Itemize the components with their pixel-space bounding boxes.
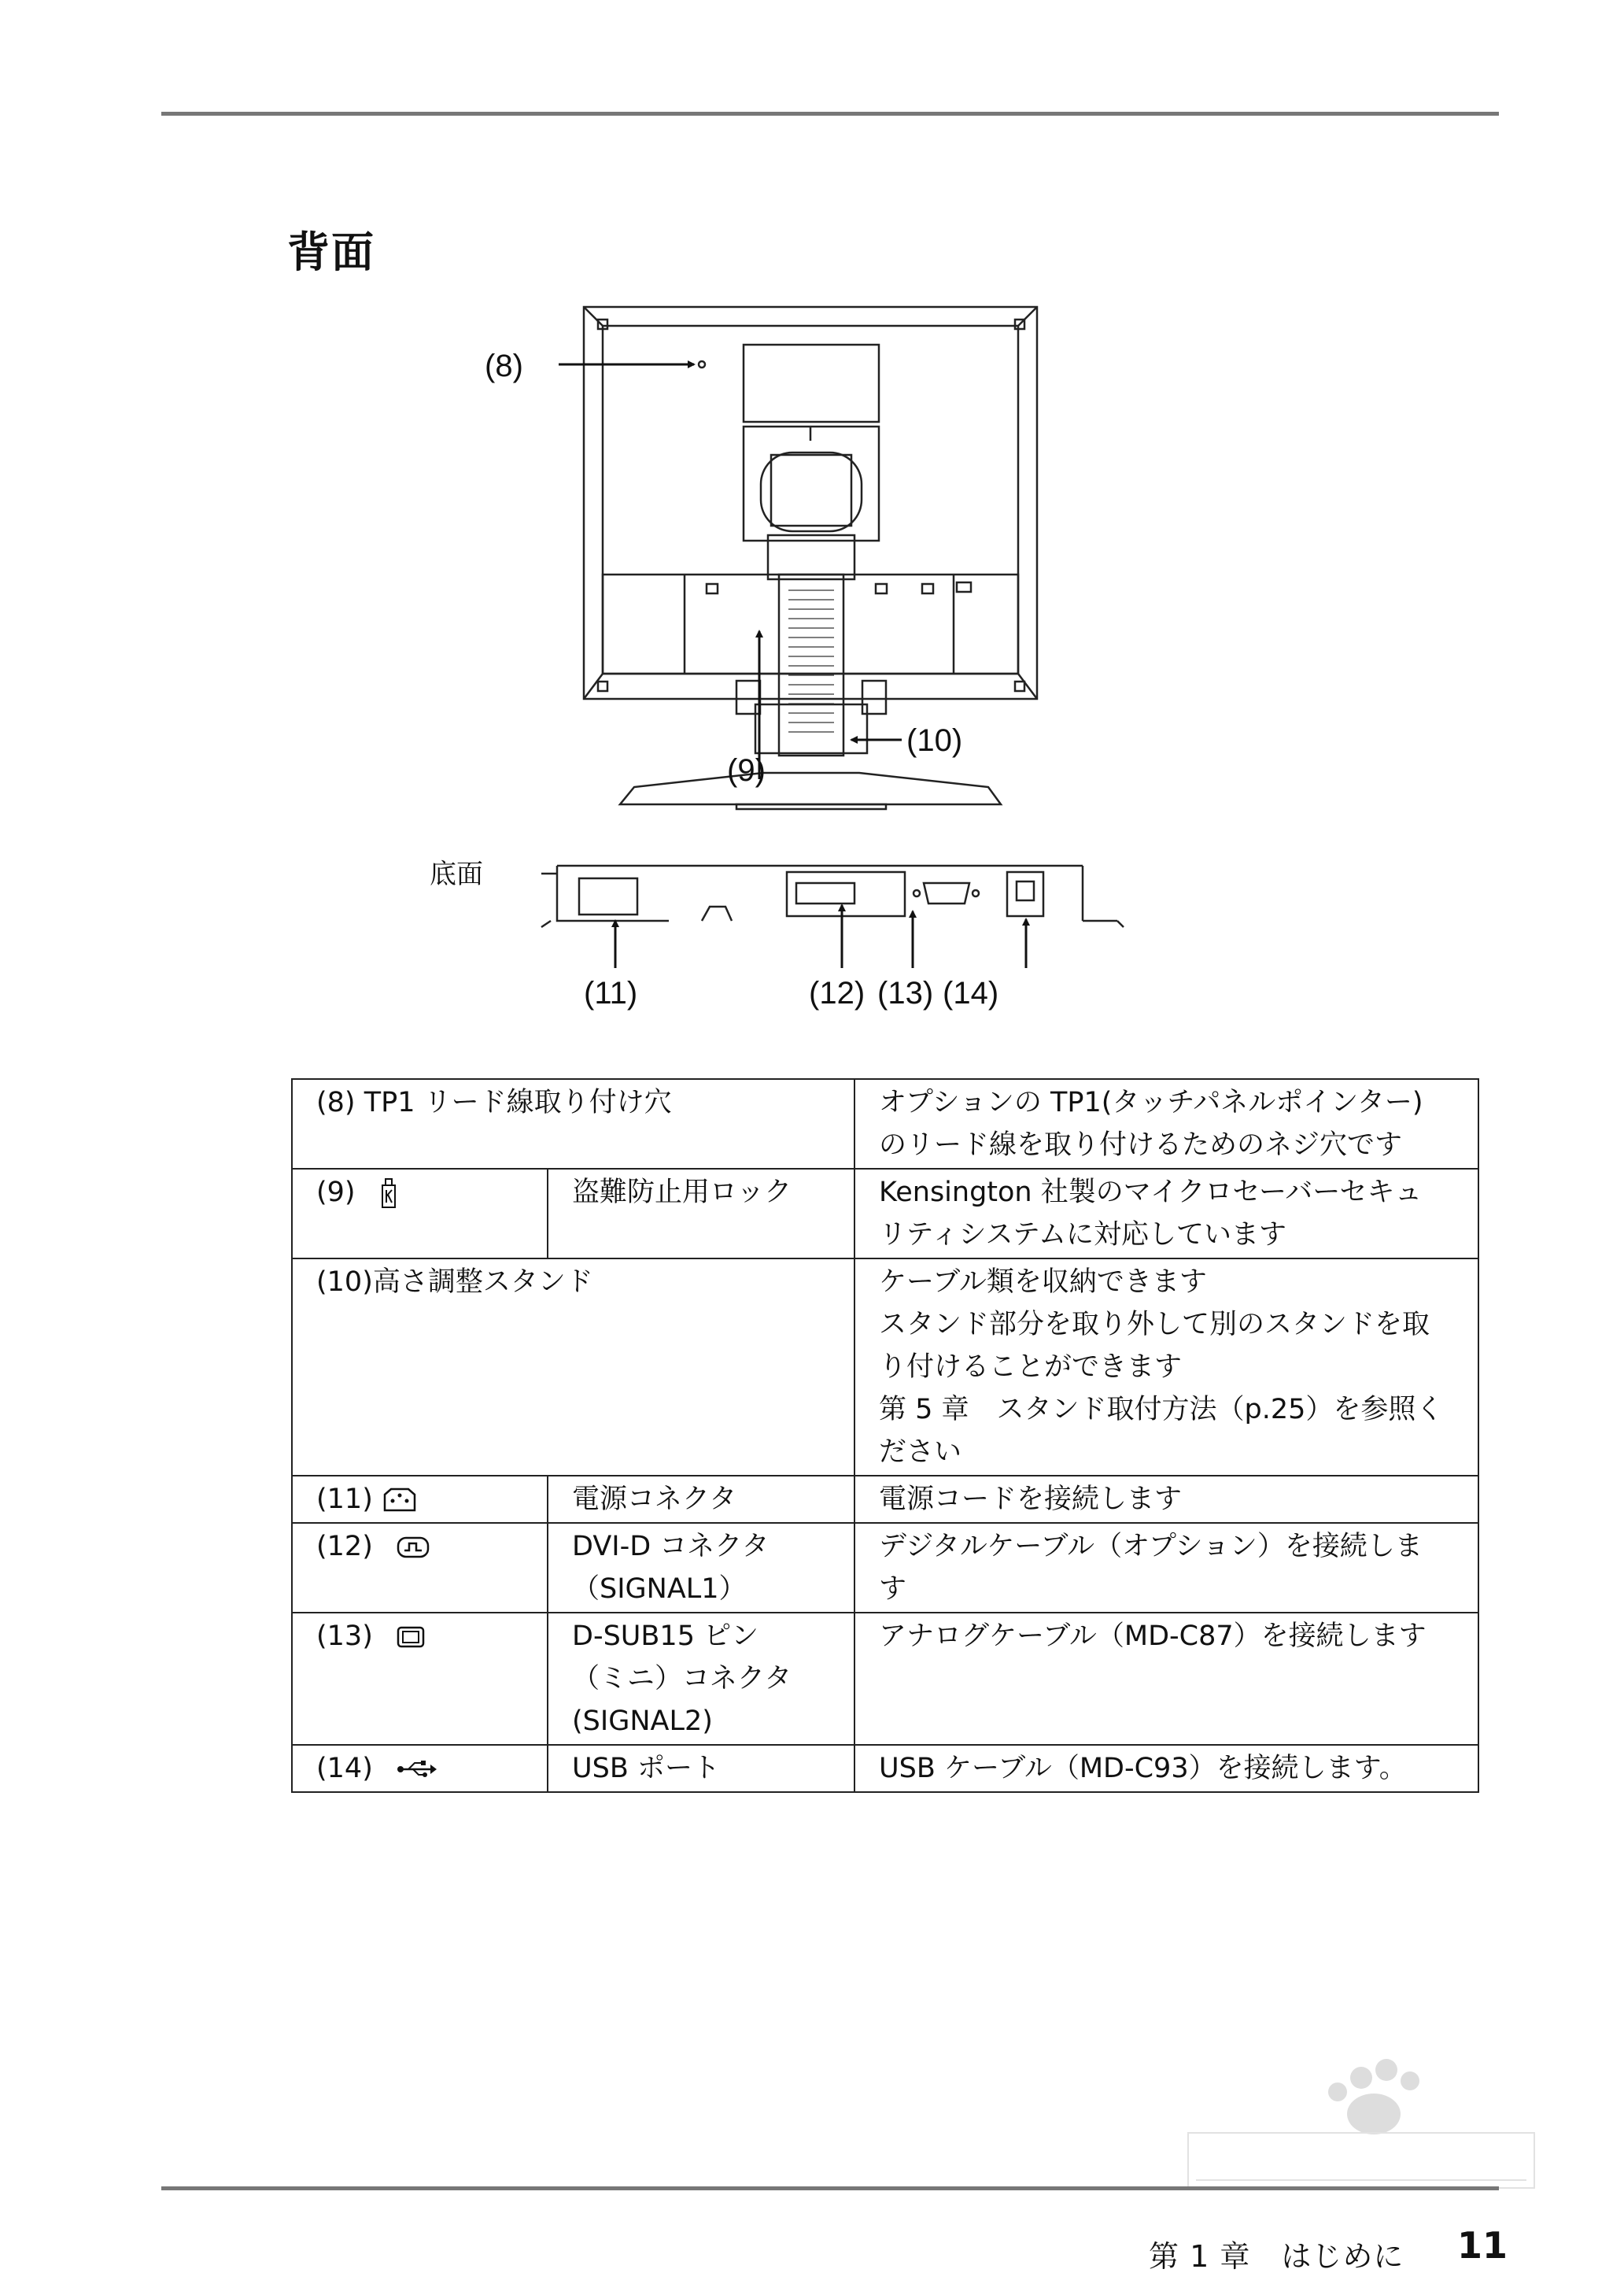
callout-10: (10) [906, 723, 963, 758]
feature-id-cell [292, 1613, 548, 1745]
bottom-rule [161, 2186, 1499, 2190]
rear-features-table [291, 1078, 1479, 1793]
description-cell: Kensington 社製のマイクロセーバーセキュ リティシステムに対応しています [854, 1169, 1478, 1258]
feature-name-cell: 盗難防止用ロック [548, 1169, 854, 1258]
top-rule [161, 112, 1499, 116]
callout-11: (11) [584, 976, 638, 1011]
table-row [292, 1476, 1478, 1523]
usb-icon [396, 1759, 438, 1779]
callout-9: (9) [727, 753, 766, 788]
callout-12: (12) [809, 976, 866, 1011]
row-id: (9) [316, 1177, 356, 1208]
footer-chapter: 第 1 章 はじめに [1149, 2239, 1404, 2274]
description-cell: ケーブル類を収納できます スタンド部分を取り外して別のスタンドを取 り付けることができます 第 5 章 スタンド取付方法（p.25）を参照く ださい [854, 1258, 1478, 1476]
row-id: (12) [316, 1531, 373, 1562]
power-connector-icon [382, 1487, 418, 1513]
feature-id-cell [292, 1169, 548, 1258]
dvi-connector-icon [396, 1533, 430, 1561]
feature-name-cell: USB ポート [548, 1745, 854, 1792]
table-row [292, 1745, 1478, 1792]
section-title: 背面 [287, 227, 375, 277]
feature-cell [292, 1079, 854, 1169]
table-row [292, 1079, 1478, 1169]
feature-name-cell: D-SUB15 ピン （ミニ）コネクタ (SIGNAL2) [548, 1613, 854, 1745]
callout-14: (14) [943, 976, 999, 1011]
page-number: 11 [1457, 2224, 1508, 2267]
table-row [292, 1523, 1478, 1613]
description-cell: USB ケーブル（MD-C93）を接続します。 [854, 1745, 1478, 1792]
bottom-view-label: 底面 [430, 859, 483, 890]
feature-id-cell [292, 1476, 548, 1523]
d-sub-connector-icon [396, 1624, 426, 1650]
callout-13: (13) [877, 976, 934, 1011]
baidu-jingyan-watermark [1180, 2046, 1542, 2219]
row-id: (13) [316, 1621, 373, 1652]
table-row [292, 1169, 1478, 1258]
row-id: (8) [316, 1087, 356, 1118]
feature-id-cell [292, 1523, 548, 1613]
feature-cell [292, 1258, 854, 1476]
description-cell: オプションの TP1(タッチパネルポインター) のリード線を取り付けるためのネジ穴です [854, 1079, 1478, 1169]
row-id: (14) [316, 1753, 373, 1784]
table-row [292, 1613, 1478, 1745]
description-cell: 電源コードを接続します [854, 1476, 1478, 1523]
kensington-lock-icon [378, 1177, 399, 1209]
row-name: TP1 リード線取り付け穴 [364, 1087, 672, 1118]
row-id: (11) [316, 1484, 373, 1515]
feature-name-cell: 電源コネクタ [548, 1476, 854, 1523]
monitor-back-diagram [425, 291, 1220, 1047]
description-cell: デジタルケーブル（オプション）を接続しま す [854, 1523, 1478, 1613]
table-row [292, 1258, 1478, 1476]
row-id: (10) [316, 1266, 373, 1298]
row-name: 高さ調整スタンド [372, 1266, 593, 1298]
callout-8: (8) [485, 349, 523, 383]
description-cell: アナログケーブル（MD-C87）を接続します [854, 1613, 1478, 1745]
feature-id-cell [292, 1745, 548, 1792]
feature-name-cell: DVI-D コネクタ （SIGNAL1） [548, 1523, 854, 1613]
